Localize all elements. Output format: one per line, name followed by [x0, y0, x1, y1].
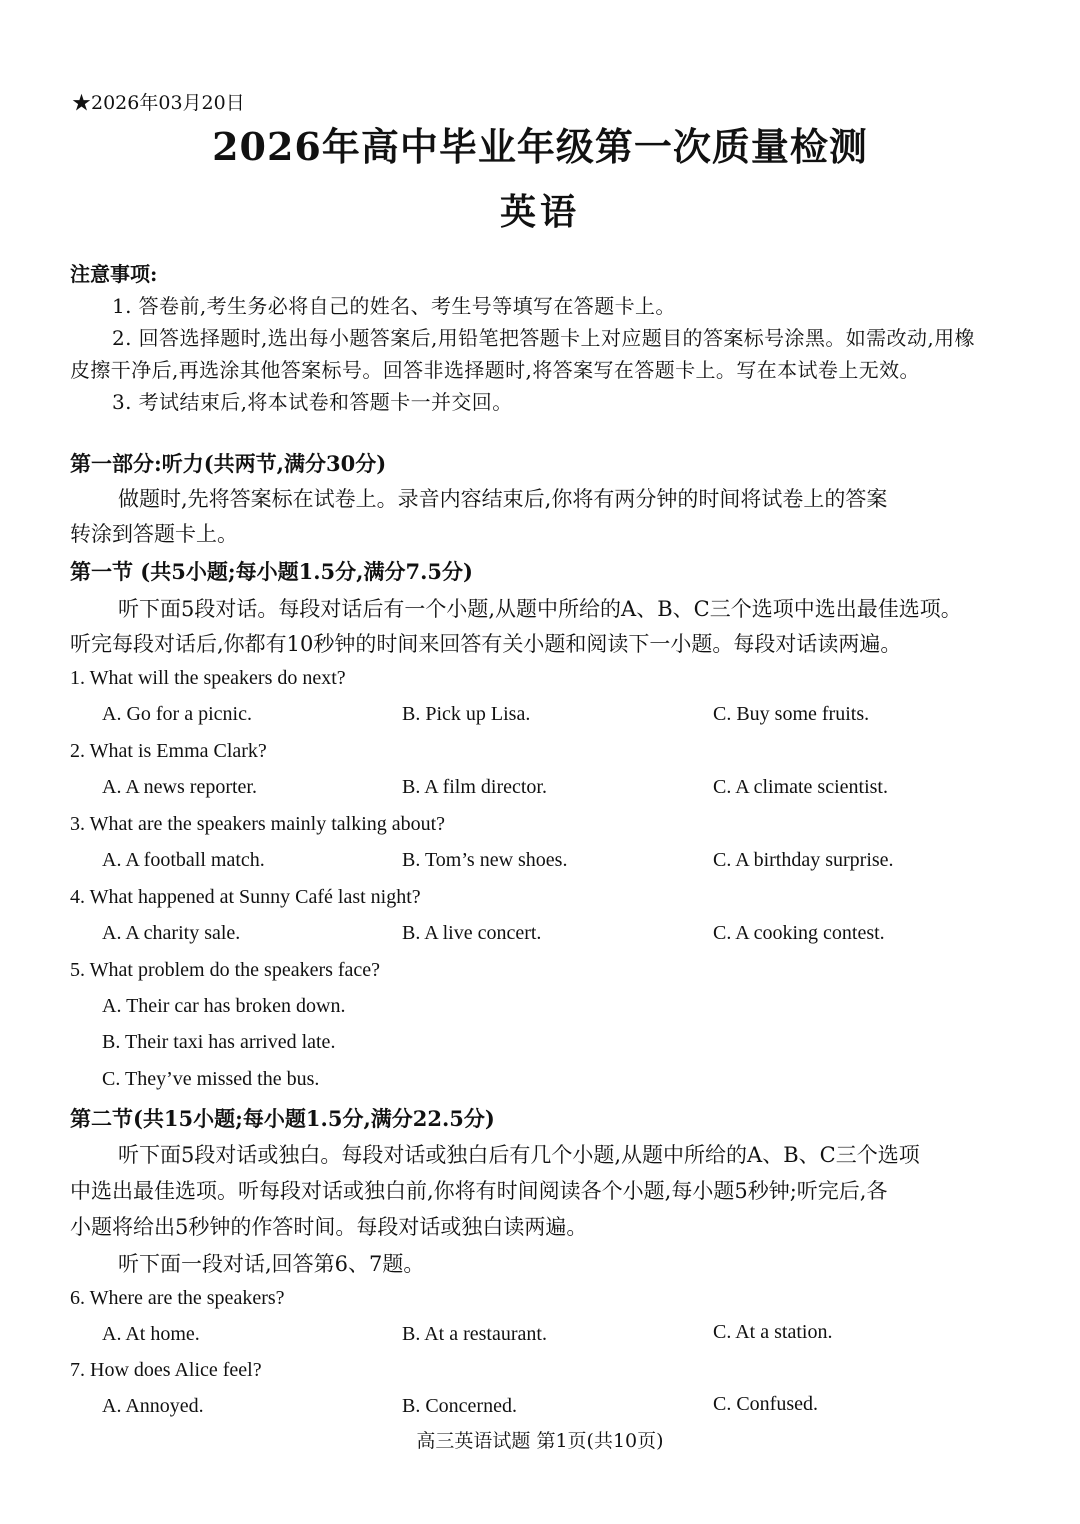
page-title: 2026年高中毕业年级第一次质量检测 — [212, 124, 868, 169]
section2-heading: 第二节(共15小题;每小题1.5分,满分22.5分) — [70, 1106, 495, 1131]
question-stem: 6. Where are the speakers? — [70, 1287, 285, 1309]
notice-item-2-line-1: 2. 回答选择题时,选出每小题答案后,用铅笔把答题卡上对应题目的答案标号涂黑。如需改动,用橡 — [112, 326, 975, 350]
option-a: A. At home. — [102, 1323, 200, 1345]
question-stem: 4. What happened at Sunny Café last night? — [70, 886, 421, 908]
section1-intro-line-1: 听下面5段对话。每段对话后有一个小题,从题中所给的A、B、C三个选项中选出最佳选项。 — [118, 597, 962, 621]
option-a: A. A football match. — [102, 849, 265, 871]
page-footer: 高三英语试题 第1页(共10页) — [416, 1430, 664, 1452]
option-b: B. Their taxi has arrived late. — [102, 1031, 336, 1053]
option-a: A. Go for a picnic. — [102, 703, 252, 725]
question-stem: 3. What are the speakers mainly talking about? — [70, 813, 446, 835]
section2-intro-line-1: 听下面5段对话或独白。每段对话或独白后有几个小题,从题中所给的A、B、C三个选项 — [118, 1143, 920, 1167]
section2-intro-line-2: 中选出最佳选项。听每段对话或独白前,你将有时间阅读各个小题,每小题5秒钟;听完后,各 — [70, 1179, 888, 1203]
option-c: C. A birthday surprise. — [713, 849, 894, 871]
option-b: B. A film director. — [402, 776, 547, 798]
part1-intro-line-1: 做题时,先将答案标在试卷上。录音内容结束后,你将有两分钟的时间将试卷上的答案 — [118, 487, 888, 511]
option-c: C. They’ve missed the bus. — [102, 1068, 320, 1090]
option-b: B. Tom’s new shoes. — [402, 849, 568, 871]
dialog-intro: 听下面一段对话,回答第6、7题。 — [118, 1252, 425, 1276]
option-a: A. Their car has broken down. — [102, 995, 346, 1017]
question-stem: 2. What is Emma Clark? — [70, 740, 267, 762]
option-c: C. Buy some fruits. — [713, 703, 870, 725]
option-b: B. A live concert. — [402, 922, 542, 944]
option-b: B. Pick up Lisa. — [402, 703, 531, 725]
notice-title: 注意事项: — [70, 262, 158, 286]
option-b: B. Concerned. — [402, 1395, 517, 1417]
exam-date: ★2026年03月20日 — [72, 92, 245, 114]
section2-intro-line-3: 小题将给出5秒钟的作答时间。每段对话或独白读两遍。 — [70, 1215, 588, 1239]
option-c: C. At a station. — [713, 1321, 833, 1343]
section1-intro-line-2: 听完每段对话后,你都有10秒钟的时间来回答有关小题和阅读下一小题。每段对话读两遍。 — [70, 632, 902, 656]
part1-intro-line-2: 转涂到答题卡上。 — [70, 522, 238, 546]
notice-item-3: 3. 考试结束后,将本试卷和答题卡一并交回。 — [112, 390, 513, 414]
part1-heading: 第一部分:听力(共两节,满分30分) — [70, 451, 387, 476]
section1-heading: 第一节 (共5小题;每小题1.5分,满分7.5分) — [70, 559, 473, 584]
question-stem: 5. What problem do the speakers face? — [70, 959, 381, 981]
option-a: A. A charity sale. — [102, 922, 241, 944]
notice-item-2-line-2: 皮擦干净后,再选涂其他答案标号。回答非选择题时,将答案写在答题卡上。写在本试卷上无效。 — [70, 358, 920, 382]
option-b: B. At a restaurant. — [402, 1323, 547, 1345]
option-c: C. A cooking contest. — [713, 922, 885, 944]
notice-item-1: 1. 答卷前,考生务必将自己的姓名、考生号等填写在答题卡上。 — [112, 294, 676, 318]
question-stem: 7. How does Alice feel? — [70, 1359, 262, 1381]
option-c: C. Confused. — [713, 1393, 818, 1415]
option-c: C. A climate scientist. — [713, 776, 888, 798]
subject-title: 英语 — [499, 191, 580, 233]
option-a: A. A news reporter. — [102, 776, 257, 798]
question-stem: 1. What will the speakers do next? — [70, 667, 346, 689]
option-a: A. Annoyed. — [102, 1395, 204, 1417]
